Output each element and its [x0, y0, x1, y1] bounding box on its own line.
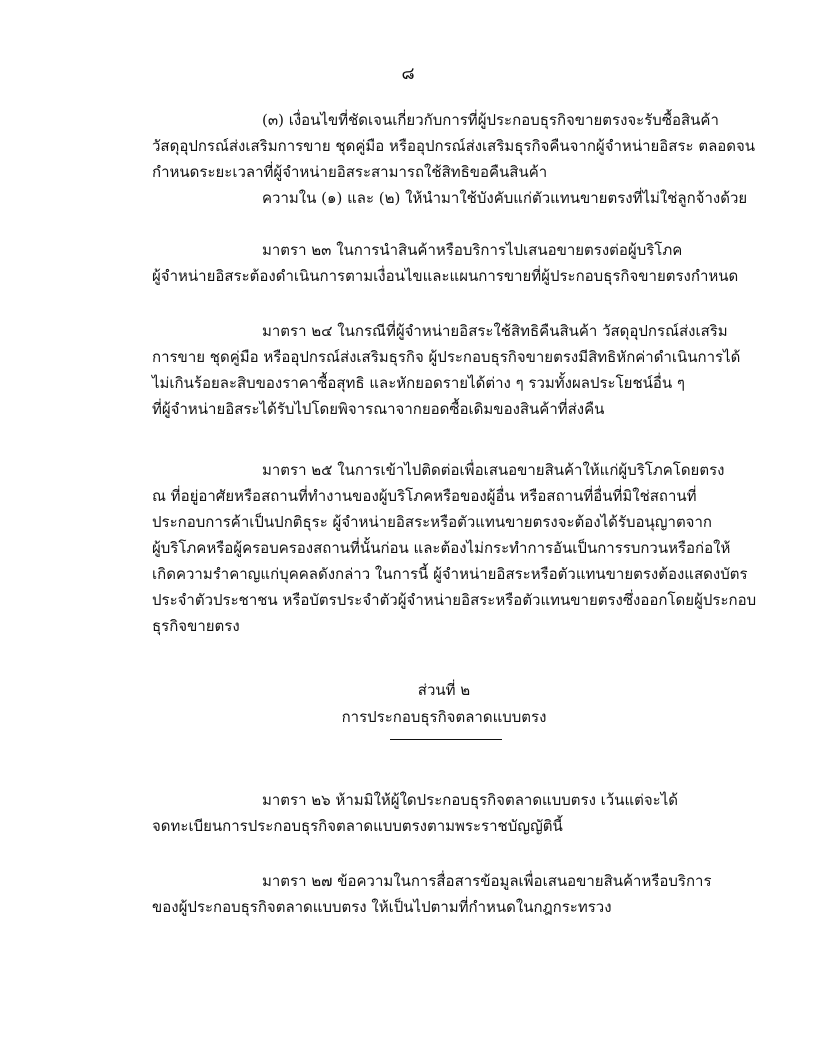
text-line: ของผู้ประกอบธุรกิจตลาดแบบตรง ให้เป็นไปตามที่กำหนดในกฎกระทรวง: [152, 898, 612, 916]
text-line: กำหนดระยะเวลาที่ผู้จำหน่ายอิสระสามารถใช้สิทธิขอคืนสินค้า: [152, 163, 548, 181]
text-line: ความใน (๑) และ (๒) ให้นำมาใช้บังคับแก่ตัวแทนขายตรงที่ไม่ใช่ลูกจ้างด้วย: [262, 189, 748, 207]
text-line: มาตรา ๒๓ ในการนำสินค้าหรือบริการไปเสนอขายตรงต่อผู้บริโภค: [262, 241, 683, 259]
text-line: ที่ผู้จำหน่ายอิสระได้รับไปโดยพิจารณาจากยอดซื้อเดิมของสินค้าที่ส่งคืน: [152, 400, 605, 418]
text-line: มาตรา ๒๗ ข้อความในการสื่อสารข้อมูลเพื่อเสนอขายสินค้าหรือบริการ: [262, 872, 712, 890]
section-24-paragraph: [152, 318, 741, 422]
text-line: จดทะเบียนการประกอบธุรกิจตลาดแบบตรงตามพระราชบัญญัตินี้: [152, 817, 563, 835]
section-26-paragraph: [152, 787, 736, 839]
part-title-heading: การประกอบธุรกิจตลาดแบบตรง: [341, 708, 547, 726]
section-27-paragraph: [152, 868, 736, 920]
text-line: วัสดุอุปกรณ์ส่งเสริมการขาย ชุดคู่มือ หรืออุปกรณ์ส่งเสริมธุรกิจคืนจากผู้จำหน่ายอิสระ ตลอดจน: [152, 137, 756, 155]
part-number-heading: ส่วนที่ ๒: [417, 681, 471, 699]
text-line: ผู้จำหน่ายอิสระต้องดำเนินการตามเงื่อนไขและแผนการขายที่ผู้ประกอบธุรกิจขายตรงกำหนด: [152, 267, 739, 285]
text-line: มาตรา ๒๕ ในการเข้าไปติดต่อเพื่อเสนอขายสินค้าให้แก่ผู้บริโภคโดยตรง: [262, 461, 725, 479]
text-line: (๓) เงื่อนไขที่ชัดเจนเกี่ยวกับการที่ผู้ประกอบธุรกิจขายตรงจะรับซื้อสินค้า: [262, 111, 719, 129]
text-line: ณ ที่อยู่อาศัยหรือสถานที่ทำงานของผู้บริโภคหรือของผู้อื่น หรือสถานที่อื่นที่มิใช่สถานที่: [152, 487, 697, 505]
text-line: ธุรกิจขายตรง: [152, 617, 240, 635]
clause-22-paragraph: [152, 107, 756, 211]
section-23-paragraph: [152, 237, 739, 289]
text-line: ประกอบการค้าเป็นปกติธุระ ผู้จำหน่ายอิสระหรือตัวแทนขายตรงจะต้องได้รับอนุญาตจาก: [152, 513, 712, 531]
text-line: มาตรา ๒๖ ห้ามมิให้ผู้ใดประกอบธุรกิจตลาดแบบตรง เว้นแต่จะได้: [262, 791, 679, 809]
section-25-paragraph: [152, 457, 757, 639]
text-line: มาตรา ๒๔ ในกรณีที่ผู้จำหน่ายอิสระใช้สิทธิคืนสินค้า วัสดุอุปกรณ์ส่งเสริม: [262, 322, 728, 340]
text-line: ผู้บริโภคหรือผู้ครอบครองสถานที่นั้นก่อน และต้องไม่กระทำการอันเป็นการรบกวนหรือก่อให้: [152, 539, 731, 557]
heading-underline-divider: [390, 739, 502, 740]
text-line: เกิดความรำคาญแก่บุคคลดังกล่าว ในการนี้ ผู้จำหน่ายอิสระหรือตัวแทนขายตรงต้องแสดงบัตร: [152, 565, 748, 583]
text-line: การขาย ชุดคู่มือ หรืออุปกรณ์ส่งเสริมธุรกิจ ผู้ประกอบธุรกิจขายตรงมีสิทธิหักค่าดำเนินการได้: [152, 348, 741, 366]
text-line: ไม่เกินร้อยละสิบของราคาซื้อสุทธิ และหักยอดรายได้ต่าง ๆ รวมทั้งผลประโยชน์อื่น ๆ: [152, 374, 685, 392]
page-number: ๘: [401, 64, 415, 84]
text-line: ประจำตัวประชาชน หรือบัตรประจำตัวผู้จำหน่ายอิสระหรือตัวแทนขายตรงซึ่งออกโดยผู้ประกอบ: [152, 591, 757, 609]
